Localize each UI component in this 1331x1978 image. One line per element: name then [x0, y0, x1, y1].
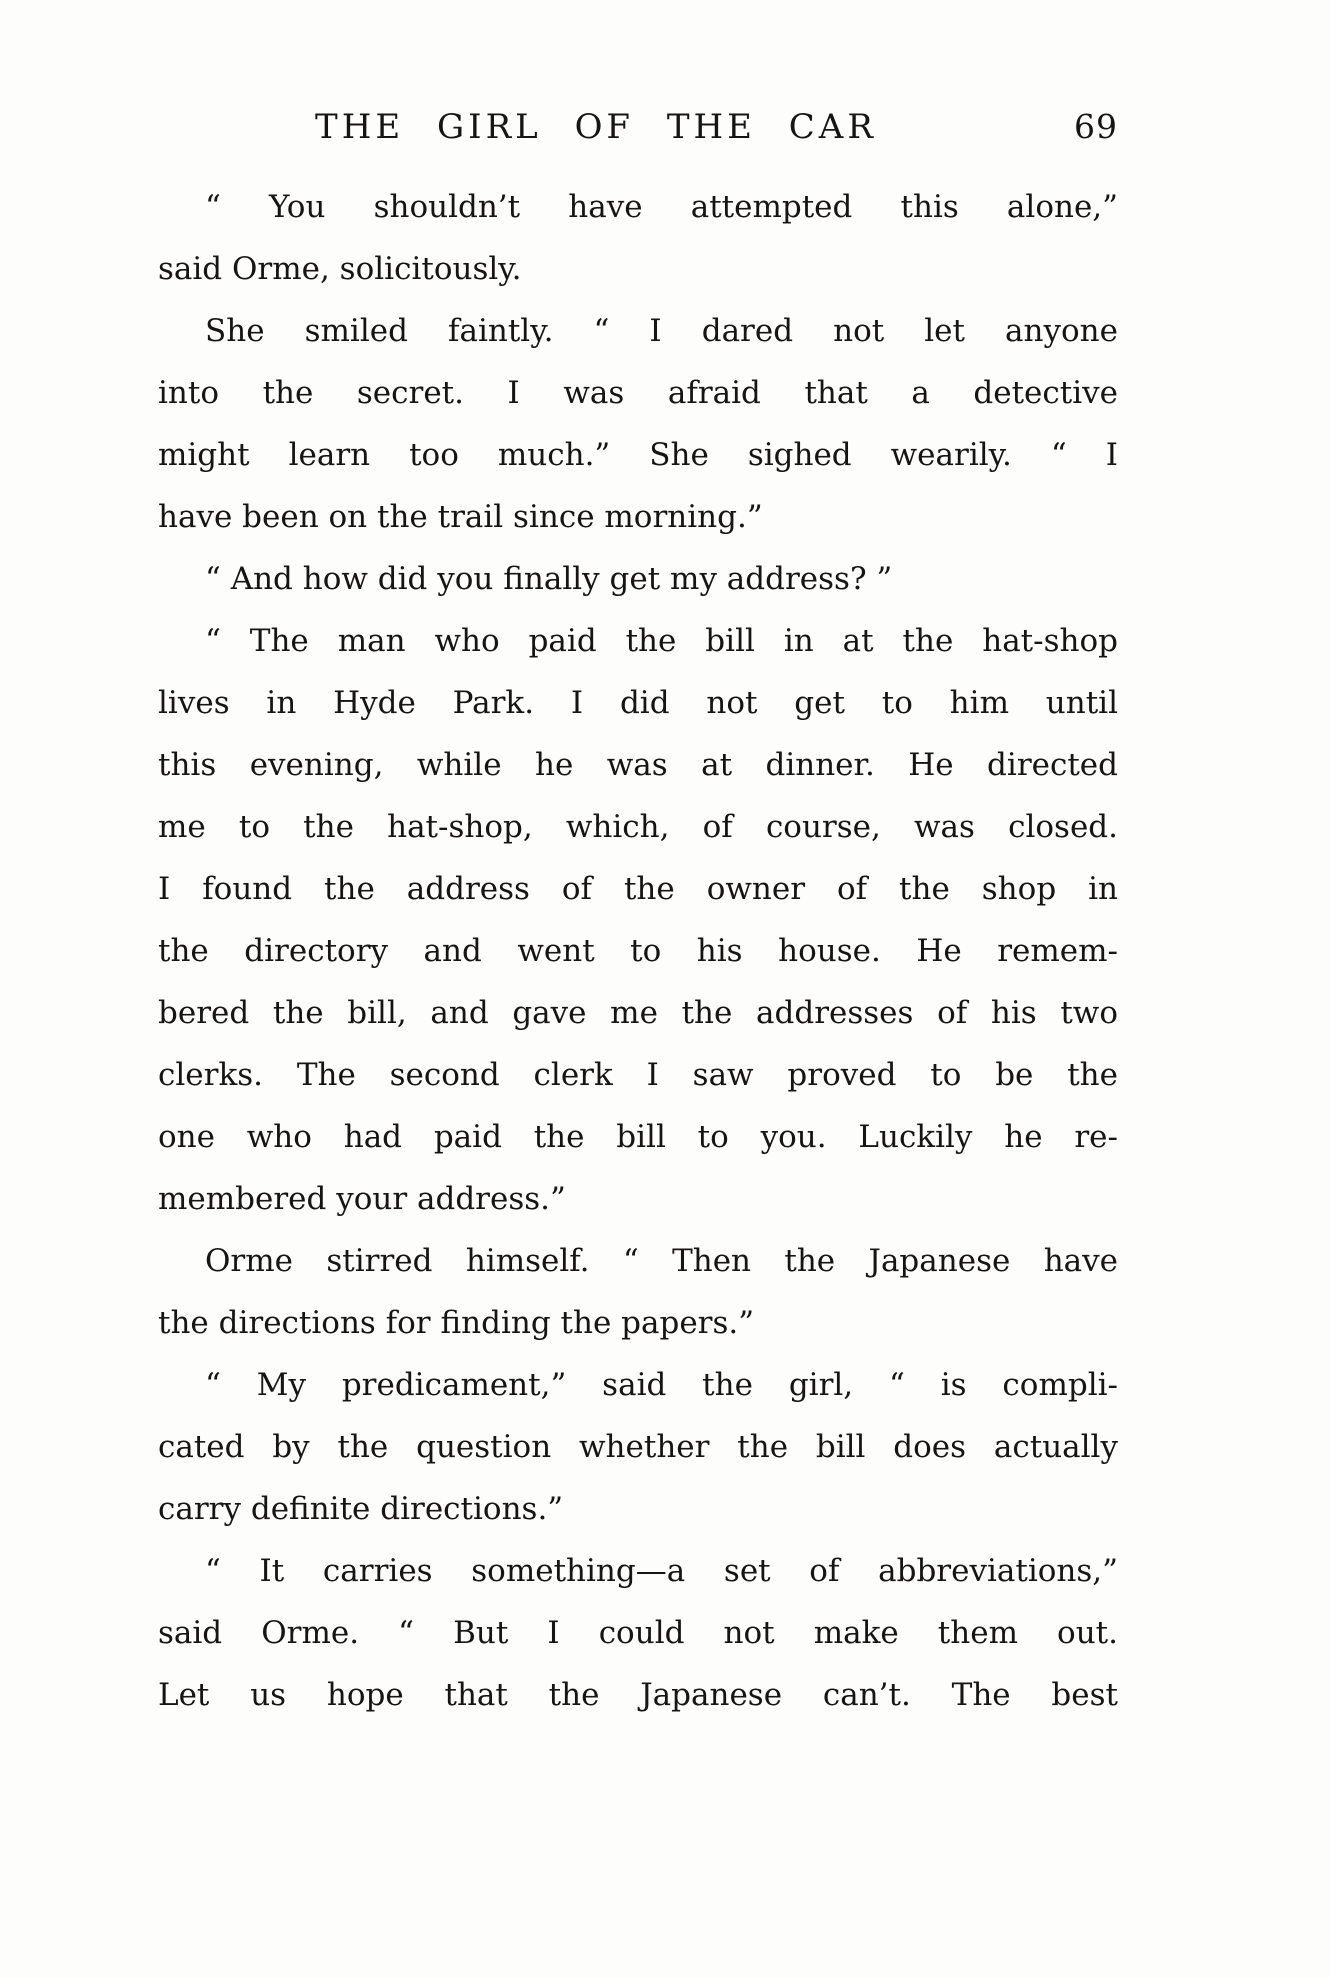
body-line: I found the address of the owner of the shop in [158, 871, 1118, 907]
body-line: said Orme. “ But I could not make them out. [158, 1615, 1118, 1651]
body-line: bered the bill, and gave me the addresses of his two [158, 995, 1118, 1031]
body-line: lives in Hyde Park. I did not get to him until [158, 685, 1118, 721]
body-line: Orme stirred himself. “ Then the Japanese have [205, 1243, 1118, 1279]
body-line: “ And how did you finally get my address? ” [205, 561, 893, 597]
body-line: into the secret. I was afraid that a detective [158, 375, 1118, 411]
body-line: this evening, while he was at dinner. He directed [158, 747, 1118, 783]
body-line: membered your address.” [158, 1181, 566, 1217]
body-line: “ You shouldn’t have attempted this alone,” [205, 189, 1118, 225]
body-line: have been on the trail since morning.” [158, 499, 763, 535]
body-line: me to the hat-shop, which, of course, was closed. [158, 809, 1118, 845]
body-line: one who had paid the bill to you. Luckily he re- [158, 1119, 1118, 1155]
body-line: carry definite directions.” [158, 1491, 564, 1527]
body-line: might learn too much.” She sighed wearily. “ I [158, 437, 1118, 473]
body-line: cated by the question whether the bill does actually [158, 1429, 1118, 1465]
running-header-title: THE GIRL OF THE CAR [315, 107, 877, 147]
body-line: “ The man who paid the bill in at the hat-shop [205, 623, 1118, 659]
body-line: the directions for finding the papers.” [158, 1305, 755, 1341]
page-number: 69 [1074, 107, 1118, 146]
body-line: “ My predicament,” said the girl, “ is compli- [205, 1367, 1118, 1403]
running-header [158, 102, 1118, 152]
body-line: the directory and went to his house. He remem- [158, 933, 1118, 969]
body-line: She smiled faintly. “ I dared not let anyone [205, 313, 1118, 349]
body-line: “ It carries something—a set of abbreviations,” [205, 1553, 1118, 1589]
body-line: clerks. The second clerk I saw proved to be the [158, 1057, 1118, 1093]
body-line: Let us hope that the Japanese can’t. The best [158, 1677, 1118, 1713]
body-text [158, 176, 1118, 1726]
body-line: said Orme, solicitously. [158, 251, 522, 287]
